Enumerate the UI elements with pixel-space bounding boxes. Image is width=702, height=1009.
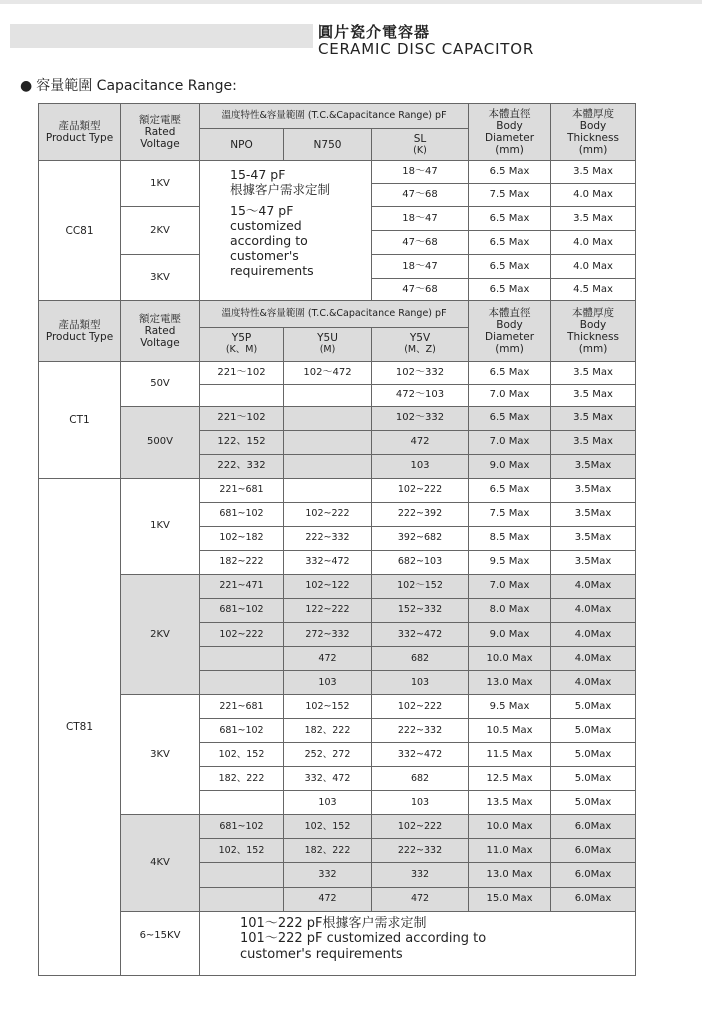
voltage-ct81-4kv: 4KV bbox=[121, 815, 200, 911]
cc81-diameter: 6.5 Max bbox=[469, 255, 551, 279]
ct81-thickness: 3.5Max bbox=[551, 502, 636, 526]
ct81-y5u bbox=[284, 478, 372, 502]
ct1-y5u: 102～472 bbox=[284, 361, 372, 384]
header-y5v-label: Y5V bbox=[409, 332, 431, 345]
header-body-thickness-en2: Thickness bbox=[567, 132, 619, 145]
product-ct1: CT1 bbox=[39, 361, 121, 478]
ct81-y5v: 332~472 bbox=[372, 623, 469, 647]
ct1-y5u bbox=[284, 430, 372, 454]
ct81-diameter: 6.5 Max bbox=[469, 478, 551, 502]
header2-body-diameter-zh: 本體直徑 bbox=[488, 306, 531, 319]
cc81-sl: 47～68 bbox=[372, 231, 469, 255]
ct81-y5v: 102~222 bbox=[372, 695, 469, 719]
ct81-y5u: 182、222 bbox=[284, 839, 372, 863]
ct81-thickness: 5.0Max bbox=[551, 791, 636, 815]
ct1-diameter: 7.0 Max bbox=[469, 384, 551, 406]
header2-rated-voltage-en2: Voltage bbox=[140, 336, 180, 349]
header-body-thickness-zh: 本體厚度 bbox=[572, 108, 615, 121]
voltage-ct81-6-15kv: 6~15KV bbox=[121, 911, 200, 975]
header2-body-thickness-en1: Body bbox=[579, 318, 607, 331]
header-product-type-zh: 產品類型 bbox=[58, 120, 101, 133]
ct1-y5v: 103 bbox=[372, 454, 469, 478]
cc81-thickness: 3.5 Max bbox=[551, 161, 636, 184]
voltage-ct1-50v: 50V bbox=[121, 361, 200, 406]
ct81-note-line-1: 101～222 pF根據客户需求定制 bbox=[240, 915, 427, 931]
ct81-y5v: 103 bbox=[372, 791, 469, 815]
ct81-y5v: 102～152 bbox=[372, 574, 469, 598]
cc81-thickness: 4.0 Max bbox=[551, 255, 636, 279]
ct81-y5p: 102~222 bbox=[200, 623, 284, 647]
header-rated-voltage bbox=[121, 104, 200, 161]
ct81-y5p bbox=[200, 863, 284, 887]
header-product-type-en: Product Type bbox=[45, 132, 114, 145]
ct81-thickness: 3.5Max bbox=[551, 478, 636, 502]
ct81-y5p bbox=[200, 791, 284, 815]
header-sl-label: SL bbox=[413, 132, 427, 145]
header2-product-type bbox=[39, 301, 121, 361]
ct81-thickness: 5.0Max bbox=[551, 767, 636, 791]
header-tc-range: 溫度特性&容量範圍 (T.C.&Capacitance Range) pF bbox=[200, 104, 469, 129]
ct1-y5u bbox=[284, 406, 372, 430]
header2-body-diameter-en1: Body bbox=[496, 318, 523, 331]
header-sl bbox=[372, 129, 469, 161]
header2-body-thickness bbox=[551, 301, 636, 361]
header2-rated-voltage-zh: 額定電壓 bbox=[139, 312, 181, 325]
ct81-diameter: 9.5 Max bbox=[469, 695, 551, 719]
ct81-y5p: 102~182 bbox=[200, 526, 284, 550]
header-sl-sub: (K) bbox=[413, 144, 427, 156]
ct81-y5v: 472 bbox=[372, 887, 469, 911]
ct81-y5p: 681~102 bbox=[200, 502, 284, 526]
ct81-diameter: 10.0 Max bbox=[469, 647, 551, 671]
ct1-thickness: 3.5 Max bbox=[551, 384, 636, 406]
ct81-y5v: 222~392 bbox=[372, 502, 469, 526]
top-border-strip bbox=[0, 0, 702, 4]
ct81-y5p: 221~681 bbox=[200, 478, 284, 502]
cc81-sl: 18～47 bbox=[372, 207, 469, 231]
header2-product-type-en: Product Type bbox=[45, 330, 114, 343]
header2-body-thickness-unit: (mm) bbox=[578, 342, 608, 355]
header-y5v-sub: (M、Z) bbox=[404, 344, 436, 356]
ct81-y5u: 103 bbox=[284, 791, 372, 815]
ct81-thickness: 5.0Max bbox=[551, 743, 636, 767]
ct1-y5v: 472～103 bbox=[372, 384, 469, 406]
header-rated-voltage-en1: Rated bbox=[144, 126, 176, 139]
ct81-diameter: 13.0 Max bbox=[469, 671, 551, 695]
header-y5u bbox=[284, 328, 372, 361]
cc81-note-en-1: 15～47 pF bbox=[230, 203, 294, 219]
cc81-diameter: 6.5 Max bbox=[469, 279, 551, 301]
capacitance-range-heading bbox=[20, 75, 237, 95]
ct81-y5u: 103 bbox=[284, 671, 372, 695]
ct81-y5p: 221~681 bbox=[200, 695, 284, 719]
ct81-diameter: 7.5 Max bbox=[469, 502, 551, 526]
cc81-thickness: 4.0 Max bbox=[551, 184, 636, 207]
ct1-y5u bbox=[284, 454, 372, 478]
cc81-sl: 47～68 bbox=[372, 184, 469, 207]
ct1-y5p: 222、332 bbox=[200, 454, 284, 478]
header2-product-type-zh: 產品類型 bbox=[58, 318, 101, 331]
ct81-y5u: 332 bbox=[284, 863, 372, 887]
header-body-diameter bbox=[469, 104, 551, 161]
ct81-thickness: 3.5Max bbox=[551, 526, 636, 550]
ct81-y5u: 272~332 bbox=[284, 623, 372, 647]
header2-rated-voltage bbox=[121, 301, 200, 361]
ct1-y5v: 102～332 bbox=[372, 406, 469, 430]
ct81-thickness: 6.0Max bbox=[551, 839, 636, 863]
ct81-y5u: 182、222 bbox=[284, 719, 372, 743]
ct81-thickness: 3.5Max bbox=[551, 550, 636, 574]
header-y5u-sub: (M) bbox=[319, 344, 336, 356]
ct1-y5v: 472 bbox=[372, 430, 469, 454]
ct81-diameter: 13.5 Max bbox=[469, 791, 551, 815]
voltage-cc81-3kv: 3KV bbox=[121, 255, 200, 301]
ct81-diameter: 9.0 Max bbox=[469, 623, 551, 647]
ct81-y5p bbox=[200, 671, 284, 695]
cc81-custom-note bbox=[200, 161, 372, 301]
header-rated-voltage-en2: Voltage bbox=[140, 138, 180, 151]
ct81-y5v: 682 bbox=[372, 647, 469, 671]
bullet-icon: ● bbox=[20, 78, 33, 94]
ct81-y5u: 102、152 bbox=[284, 815, 372, 839]
ct1-y5u bbox=[284, 384, 372, 406]
ct81-y5u: 102~222 bbox=[284, 502, 372, 526]
ct81-thickness: 6.0Max bbox=[551, 815, 636, 839]
cc81-diameter: 6.5 Max bbox=[469, 231, 551, 255]
voltage-ct81-2kv: 2KV bbox=[121, 574, 200, 694]
ct81-thickness: 4.0Max bbox=[551, 574, 636, 598]
ct81-y5p: 681~102 bbox=[200, 598, 284, 622]
ct81-y5u: 332、472 bbox=[284, 767, 372, 791]
cc81-note-zh-1: 15-47 pF bbox=[230, 167, 286, 183]
title-english: CERAMIC DISC CAPACITOR bbox=[318, 40, 535, 58]
ct81-y5v: 102~222 bbox=[372, 478, 469, 502]
voltage-cc81-2kv: 2KV bbox=[121, 207, 200, 255]
ct81-thickness: 4.0Max bbox=[551, 671, 636, 695]
cc81-note-en-2: customized bbox=[230, 218, 302, 234]
ct81-diameter: 10.5 Max bbox=[469, 719, 551, 743]
ct81-thickness: 5.0Max bbox=[551, 719, 636, 743]
ct81-y5p: 182、222 bbox=[200, 767, 284, 791]
ct1-thickness: 3.5 Max bbox=[551, 361, 636, 384]
ct81-y5v: 332 bbox=[372, 863, 469, 887]
ct81-diameter: 10.0 Max bbox=[469, 815, 551, 839]
header-body-diameter-en2: Diameter bbox=[485, 132, 535, 145]
header2-body-diameter bbox=[469, 301, 551, 361]
header-y5p bbox=[200, 328, 284, 361]
ct81-diameter: 8.0 Max bbox=[469, 598, 551, 622]
header2-tc-range: 溫度特性&容量範圍 (T.C.&Capacitance Range) pF bbox=[200, 301, 469, 328]
ct81-y5p bbox=[200, 647, 284, 671]
header-y5v bbox=[372, 328, 469, 361]
cc81-sl: 18～47 bbox=[372, 255, 469, 279]
ct81-custom-note bbox=[200, 911, 636, 975]
cc81-thickness: 4.0 Max bbox=[551, 231, 636, 255]
capacitance-table bbox=[38, 103, 636, 976]
ct81-diameter: 11.5 Max bbox=[469, 743, 551, 767]
cc81-note-en-3: according to bbox=[230, 233, 308, 249]
ct81-y5p bbox=[200, 887, 284, 911]
header-body-diameter-en1: Body bbox=[496, 120, 523, 133]
ct81-diameter: 13.0 Max bbox=[469, 863, 551, 887]
ct81-y5v: 222~332 bbox=[372, 839, 469, 863]
header-y5u-label: Y5U bbox=[317, 332, 338, 345]
ct81-y5u: 222~332 bbox=[284, 526, 372, 550]
voltage-ct1-500v: 500V bbox=[121, 406, 200, 478]
ct81-thickness: 4.0Max bbox=[551, 647, 636, 671]
voltage-ct81-1kv: 1KV bbox=[121, 478, 200, 574]
cc81-sl: 18～47 bbox=[372, 161, 469, 184]
header-y5p-sub: (K、M) bbox=[225, 344, 258, 356]
ct1-y5p bbox=[200, 384, 284, 406]
ct1-diameter: 7.0 Max bbox=[469, 430, 551, 454]
ct81-thickness: 6.0Max bbox=[551, 887, 636, 911]
ct81-y5v: 682~103 bbox=[372, 550, 469, 574]
cc81-diameter: 6.5 Max bbox=[469, 161, 551, 184]
ct81-y5v: 102~222 bbox=[372, 815, 469, 839]
cc81-note-en-5: requirements bbox=[230, 263, 314, 279]
cc81-diameter: 6.5 Max bbox=[469, 207, 551, 231]
ct81-y5v: 222~332 bbox=[372, 719, 469, 743]
ct81-note-line-2: 101～222 pF customized according to bbox=[240, 931, 487, 947]
product-ct81: CT81 bbox=[39, 478, 121, 975]
ct1-y5p: 221～102 bbox=[200, 361, 284, 384]
ct81-diameter: 11.0 Max bbox=[469, 839, 551, 863]
ct81-y5u: 472 bbox=[284, 647, 372, 671]
header-product-type bbox=[39, 104, 121, 161]
ct81-y5v: 392~682 bbox=[372, 526, 469, 550]
ct1-thickness: 3.5 Max bbox=[551, 430, 636, 454]
ct81-y5p: 102、152 bbox=[200, 839, 284, 863]
ct1-thickness: 3.5 Max bbox=[551, 406, 636, 430]
ct81-thickness: 4.0Max bbox=[551, 623, 636, 647]
header-body-thickness bbox=[551, 104, 636, 161]
header-body-diameter-unit: (mm) bbox=[495, 144, 524, 157]
ct81-y5p: 102、152 bbox=[200, 743, 284, 767]
ct81-diameter: 15.0 Max bbox=[469, 887, 551, 911]
cc81-note-zh-2: 根據客户需求定制 bbox=[230, 182, 331, 198]
ct81-y5v: 152~332 bbox=[372, 598, 469, 622]
ct1-y5v: 102～332 bbox=[372, 361, 469, 384]
ct81-thickness: 4.0Max bbox=[551, 598, 636, 622]
voltage-cc81-1kv: 1KV bbox=[121, 161, 200, 207]
ct81-diameter: 8.5 Max bbox=[469, 526, 551, 550]
header-body-thickness-unit: (mm) bbox=[578, 144, 608, 157]
capacitance-range-label: 容量範圍 Capacitance Range: bbox=[36, 78, 237, 94]
ct1-diameter: 9.0 Max bbox=[469, 454, 551, 478]
ct81-y5p: 182~222 bbox=[200, 550, 284, 574]
ct81-y5u: 102~152 bbox=[284, 695, 372, 719]
ct81-y5u: 122~222 bbox=[284, 598, 372, 622]
cc81-thickness: 3.5 Max bbox=[551, 207, 636, 231]
header2-rated-voltage-en1: Rated bbox=[144, 324, 176, 337]
header-body-thickness-en1: Body bbox=[579, 120, 607, 133]
ct81-thickness: 6.0Max bbox=[551, 863, 636, 887]
ct81-y5u: 102~122 bbox=[284, 574, 372, 598]
product-cc81: CC81 bbox=[39, 161, 121, 301]
voltage-ct81-3kv: 3KV bbox=[121, 695, 200, 815]
ct81-y5p: 681~102 bbox=[200, 719, 284, 743]
ct81-note-line-3: customer's requirements bbox=[240, 946, 403, 962]
header-rated-voltage-zh: 額定電壓 bbox=[139, 114, 181, 127]
ct1-y5p: 122、152 bbox=[200, 430, 284, 454]
ct81-y5u: 472 bbox=[284, 887, 372, 911]
ct81-y5u: 332~472 bbox=[284, 550, 372, 574]
header2-body-diameter-en2: Diameter bbox=[485, 330, 535, 343]
cc81-note-en-4: customer's bbox=[230, 248, 299, 264]
header2-body-diameter-unit: (mm) bbox=[495, 342, 524, 355]
ct81-diameter: 12.5 Max bbox=[469, 767, 551, 791]
ct81-thickness: 5.0Max bbox=[551, 695, 636, 719]
header-npo: NPO bbox=[200, 129, 284, 161]
cc81-diameter: 7.5 Max bbox=[469, 184, 551, 207]
ct81-y5u: 252、272 bbox=[284, 743, 372, 767]
header-n750: N750 bbox=[284, 129, 372, 161]
header2-body-thickness-en2: Thickness bbox=[567, 330, 619, 343]
cc81-thickness: 4.5 Max bbox=[551, 279, 636, 301]
ct1-diameter: 6.5 Max bbox=[469, 361, 551, 384]
cc81-sl: 47～68 bbox=[372, 279, 469, 301]
header2-body-thickness-zh: 本體厚度 bbox=[572, 306, 615, 319]
ct1-y5p: 221～102 bbox=[200, 406, 284, 430]
ct81-y5v: 103 bbox=[372, 671, 469, 695]
ct81-y5p: 221~471 bbox=[200, 574, 284, 598]
header-body-diameter-zh: 本體直徑 bbox=[488, 108, 531, 121]
header-gray-bar bbox=[10, 24, 313, 48]
ct81-y5v: 682 bbox=[372, 767, 469, 791]
ct81-y5p: 681~102 bbox=[200, 815, 284, 839]
header-y5p-label: Y5P bbox=[231, 332, 252, 345]
ct1-thickness: 3.5Max bbox=[551, 454, 636, 478]
ct1-diameter: 6.5 Max bbox=[469, 406, 551, 430]
ct81-y5v: 332~472 bbox=[372, 743, 469, 767]
ct81-diameter: 7.0 Max bbox=[469, 574, 551, 598]
title-chinese: 圓片瓷介電容器 bbox=[318, 23, 431, 41]
ct81-diameter: 9.5 Max bbox=[469, 550, 551, 574]
